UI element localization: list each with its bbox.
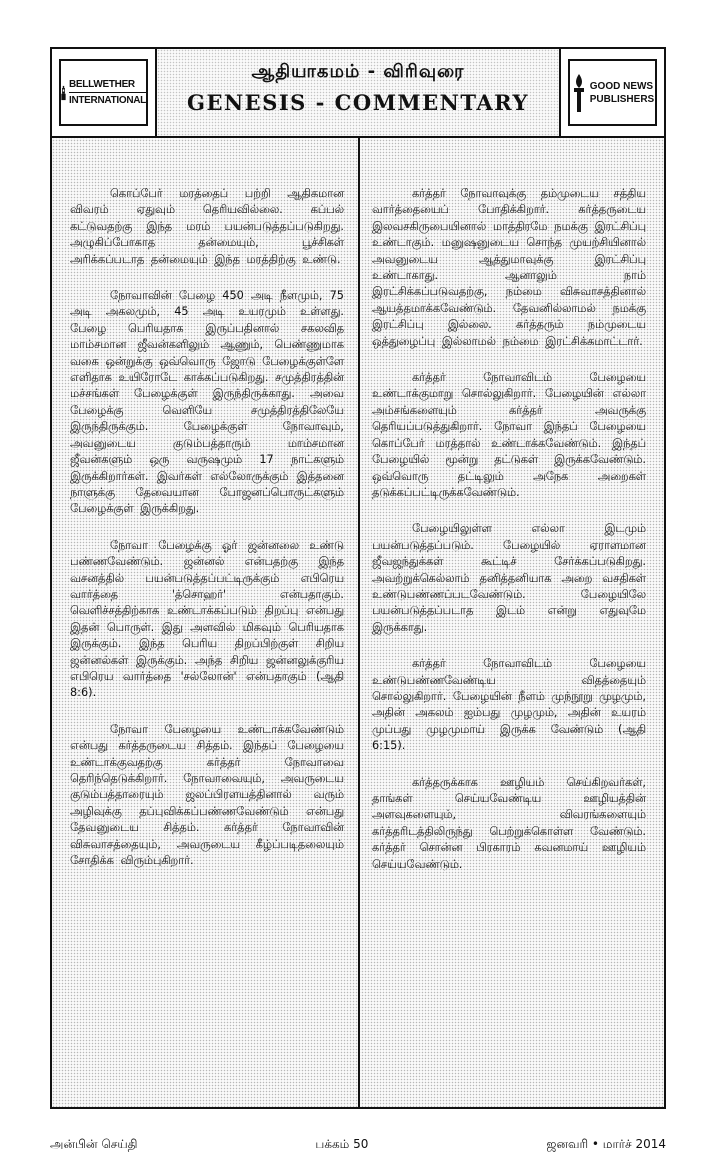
paragraph: நோவாவின் பேழை 450 அடி நீளமும், 75 அடி அகலமும், 45 அடி உயரமும் உள்ளது. பேழை பெரியதாக இருப்பதினால் சகலவித மாம்சமான ஜீவன்களிலும் ஆணும், பெண்ணுமாக வகை ஒன்றுக்கு ஒவ்வொரு ஜோடு பேழைக்குள்ளே எளிதாக உயிரோடே காக்கப்படுகிறது. சமுத்திரத்தின் மச்சங்கள் பேழைக்குள் இருந்திருக்காது. அவை பேழைக்கு வெளியே சமுத்திரத்திலேயே இருந்திருக்கும். பேழைக்குள் நோவாவும், அவனுடைய குடும்பத்தாரும் மாம்சமான ஜீவன்களும் ஒரு வருஷமும் 17 நாட்களும் இருக்கிறார்கள். இவர்கள் எல்லோருக்கும் இத்தனை நாளுக்கு தேவையான போஜனப்பொருட்களும் பேழைக்குள் இருக்கிறது. — [70, 289, 344, 516]
good-news-logo-box — [561, 49, 664, 136]
bellwether-logo-text — [69, 77, 146, 108]
paragraph: நோவா பேழையை உண்டாக்கவேண்டும் என்பது கர்த்தருடைய சித்தம். இந்தப் பேழையை உண்டாக்குவதற்கு கர்த்தர் நோவாவை தெரிந்தெடுக்கிறார். நோவாவையும், அவருடைய குடும்பத்தாரையும் ஜலப்பிரளயத்தினால் வரும் அழிவுக்கு தப்புவிக்கப்பண்ணவேண்டும் என்பது தேவனுடைய சித்தம். கர்த்தர் நோவாவின் விசுவாசத்தையும், அவருடைய கீழ்ப்படிதலையும் சோதிக்க விரும்புகிறார். — [70, 722, 344, 868]
bell-tower-icon — [61, 73, 66, 113]
torch-icon — [571, 74, 587, 112]
paragraph: பேழையிலுள்ள எல்லா இடமும் பயன்படுத்தப்படும். பேழையில் ஏராளமான ஜீவஜந்துக்கள் கூட்டிச் சேர்க்கப்படுகிறது. அவற்றுக்கெல்லாம் தனித்தனியாக அறை வசதிகள் உண்டுபண்ணப்படவேண்டும். பேழையிலே பயன்படுத்தப்படாத இடம் என்று எதுவுமே இருக்காது. — [372, 522, 646, 634]
title-box — [157, 49, 561, 136]
paragraph: கர்த்தர் நோவாவிடம் பேழையை உண்டாக்குமாறு சொல்லுகிறார். பேழையின் எல்லா அம்சங்களையும் கர்த்தர் அவருக்கு தெரியப்படுத்துகிறார். நோவா இந்தப் பேழையை கொப்பேர் மரத்தால் உண்டாக்கவேண்டும். இந்தப் பேழையில் மூன்று தட்டுகள் இருக்கவேண்டும். ஒவ்வொரு தட்டிலும் அநேக அறைகள் தடுக்கப்பட்டிருக்கவேண்டும். — [372, 371, 646, 499]
good-news-logo — [568, 59, 657, 126]
page-footer — [50, 1137, 666, 1157]
logo-line: GOOD NEWS — [589, 80, 654, 92]
paragraph: கர்த்தர் நோவாவிடம் பேழையை உண்டுபண்ணவேண்டிய விதத்தையும் சொல்லுகிறார். பேழையின் நீளம் முந்நூறு முழமும், அதின் அகலம் ஐம்பது முழமும், அதின் உயரம் முப்பது முழமுமாய் இருக்க வேண்டும் (ஆதி 6:15). — [372, 657, 646, 753]
page-frame — [50, 47, 666, 1109]
bellwether-logo — [59, 59, 148, 126]
logo-line: INTERNATIONAL — [68, 95, 146, 106]
logo-line: BELLWETHER — [69, 77, 146, 93]
right-column — [362, 148, 650, 1099]
column-divider — [358, 136, 360, 1107]
paragraph: கர்த்தருக்காக ஊழியம் செய்கிறவர்கள், தாங்கள் செய்யவேண்டிய ஊழியத்தின் அளவுகளையும், விவரங்களையும் கர்த்தரிடத்திலிருந்து பெற்றுக்கொள்ள வேண்டும். கர்த்தர் சொன்ன பிரகாரம் கவனமாய் ஊழியம் செய்யவேண்டும். — [372, 775, 646, 871]
paragraph: நோவா பேழைக்கு ஓர் ஜன்னலை உண்டு பண்ணவேண்டும். ஜன்னல் என்பதற்கு இந்த வசனத்தில் பயன்படுத்தப்பட்டிருக்கும் எபிரெய வார்த்தை 'த்சொஹர்' என்பதாகும். வெளிச்சத்திற்காக உண்டாக்கப்படும் திறப்பு என்பது இதன் பொருள். இது அளவில் மிகவும் பெரியதாக இருக்கும். இந்த பெரிய திறப்பிற்குள் சிறிய ஜன்னல்கள் இருக்கும். அந்த சிறிய ஜன்னலுக்குரிய எபிரெய வார்த்தை 'சல்லோன்' என்பதாகும் (ஆதி 8:6). — [70, 538, 344, 700]
bellwether-logo-box — [52, 49, 157, 136]
header-banner — [52, 49, 664, 138]
left-column — [60, 148, 348, 1099]
logo-line: PUBLISHERS — [589, 93, 655, 105]
footer-magazine-name: அன்பின் செய்தி — [50, 1137, 138, 1151]
footer-issue-date: ஜனவரி • மார்ச் 2014 — [546, 1137, 666, 1151]
page-title-tamil: ஆதியாகமம் - விரிவுரை — [251, 61, 465, 82]
paragraph: கொப்பேர் மரத்தைப் பற்றி ஆதிகமான விவரம் ஏதுவும் தெரியவில்லை. கப்பல் கட்டுவதற்கு இந்த மரம் பயன்படுத்தப்படுகிறது. அழுகிப்போகாத தன்மையும், பூச்சிகள் அரிக்கப்படாத தன்மையும் இந்த மரத்திற்கு உண்டு. — [70, 187, 344, 266]
footer-page-number: பக்கம் 50 — [315, 1137, 369, 1151]
good-news-logo-text — [590, 80, 654, 106]
page-title-english: GENESIS - COMMENTARY — [187, 90, 529, 115]
paragraph: கர்த்தர் நோவாவுக்கு தம்முடைய சத்திய வார்த்தையைப் போதிக்கிறார். கர்த்தருடைய இலவசகிருபையினால் மாத்திரமே நமக்கு இரட்சிப்பு உண்டாகும். மனுஷனுடைய சொந்த முயற்சியினால் அவனுடைய ஆத்துமாவுக்கு இரட்சிப்பு உண்டாகாது. ஆனாலும் நாம் இரட்சிக்கப்படுவதற்கு, நம்மை விசுவாசத்தினால் ஆயத்தமாக்கவேண்டும். தேவனில்லாமல் நமக்கு இரட்சிப்பு இல்லை. கர்த்தரும் நம்முடைய ஒத்துழைப்பு இல்லாமல் நம்மை இரட்சிக்கமாட்டார். — [372, 187, 646, 348]
